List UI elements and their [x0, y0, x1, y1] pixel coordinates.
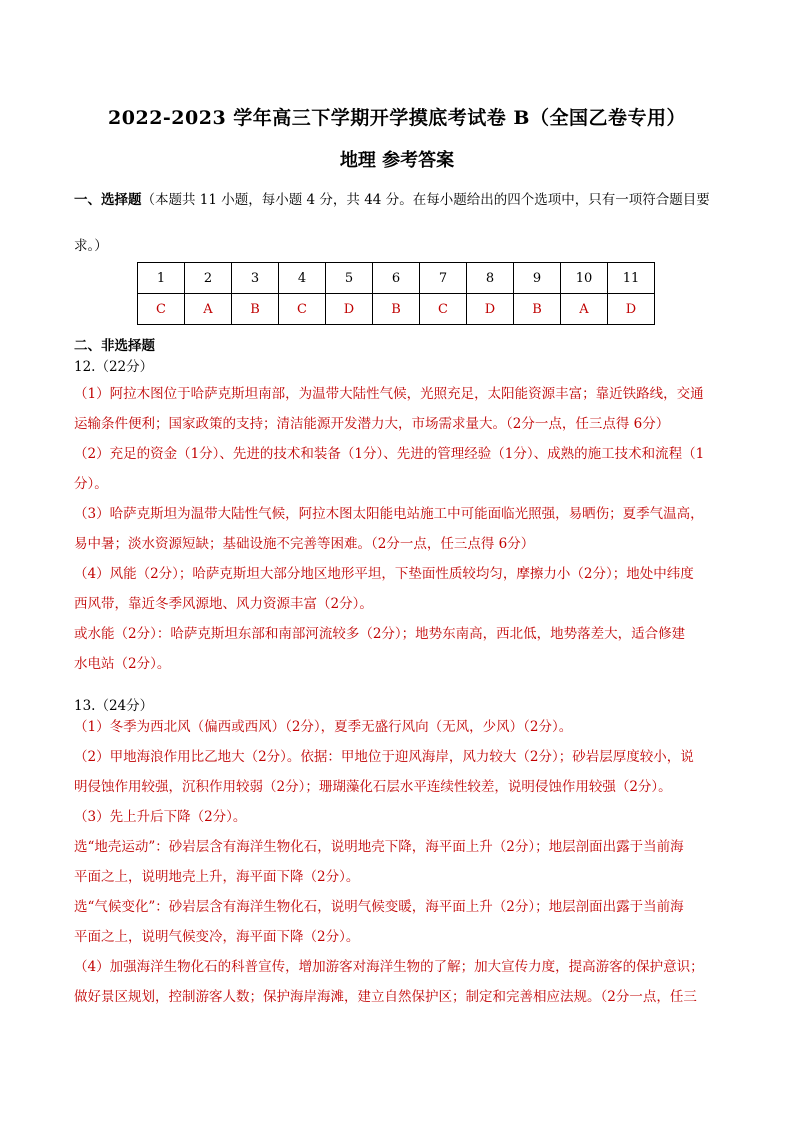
question-13-answer: [74, 712, 724, 1012]
table-cell: B: [514, 294, 561, 325]
section1-desc: （本题共 11 小题，每小题 4 分，共 44 分。在每小题给出的四个选项中，只有一项符合题目要: [141, 192, 710, 208]
answer-line: （2）甲地海浪作用比乙地大（2分）。依据：甲地位于迎风海岸，风力较大（2分）；砂岩层厚度较小，说: [74, 749, 694, 765]
section1-intro: [74, 190, 734, 210]
table-cell: D: [608, 294, 655, 325]
answer-line: （3）哈萨克斯坦为温带大陆性气候，阿拉木图太阳能电站施工中可能面临光照强，易晒伤；夏季气温高，: [74, 506, 704, 522]
table-cell: 4: [279, 263, 326, 294]
page-subtitle: 地理 参考答案: [339, 150, 455, 171]
table-cell: D: [467, 294, 514, 325]
table-cell: 11: [608, 263, 655, 294]
answer-line: （1）冬季为西北风（偏西或西风）（2分），夏季无盛行风向（无风，少风）（2分）。: [74, 719, 573, 735]
answer-line: 平面之上，说明气候变冷，海平面下降（2分）。: [74, 929, 360, 945]
table-cell: 5: [326, 263, 373, 294]
table-cell: C: [279, 294, 326, 325]
table-cell: 8: [467, 263, 514, 294]
answer-line: 分）。: [74, 476, 108, 492]
answer-line: 明侵蚀作用较强，沉积作用较弱（2分）；珊瑚藻化石层水平连续性较差，说明侵蚀作用较强（2分）。: [74, 779, 672, 795]
table-cell: C: [420, 294, 467, 325]
table-cell: 6: [373, 263, 420, 294]
question-12-answer: [74, 379, 724, 679]
table-cell: A: [561, 294, 608, 325]
page-title: 2022-2023 学年高三下学期开学摸底考试卷 B（全国乙卷专用）: [108, 107, 686, 129]
answer-line: （3）先上升后下降（2分）。: [74, 809, 247, 825]
table-cell: B: [373, 294, 420, 325]
section1-desc-cont: 求。）: [74, 238, 108, 254]
section2-heading: 二、非选择题: [74, 338, 155, 354]
table-cell: C: [138, 294, 185, 325]
table-cell: D: [326, 294, 373, 325]
table-cell: B: [232, 294, 279, 325]
table-cell: 1: [138, 263, 185, 294]
table-cell: 7: [420, 263, 467, 294]
answer-line: （1）阿拉木图位于哈萨克斯坦南部，为温带大陆性气候，光照充足，太阳能资源丰富；靠近铁路线，交通: [74, 386, 704, 402]
answer-line: （4）加强海洋生物化石的科普宣传，增加游客对海洋生物的了解；加大宣传力度，提高游客的保护意识；: [74, 959, 704, 975]
question-12-header: 12.（22分）: [74, 359, 154, 375]
section1-heading: 一、选择题: [74, 192, 142, 208]
answer-line: （2）充足的资金（1分）、先进的技术和装备（1分）、先进的管理经验（1分）、成熟的施工技术和流程（1: [74, 446, 705, 462]
answer-line: 西风带，靠近冬季风源地、风力资源丰富（2分）。: [74, 596, 373, 612]
answer-line: 水电站（2分）。: [74, 656, 171, 672]
answer-line: 或水能（2分）：哈萨克斯坦东部和南部河流较多（2分）；地势东南高，西北低，地势落差大，适合修建: [74, 626, 686, 642]
answer-table-number-row: [138, 263, 655, 294]
answer-line: 选“地壳运动”：砂岩层含有海洋生物化石，说明地壳下降，海平面上升（2分）；地层剖面出露于当前海: [74, 839, 684, 855]
table-cell: 2: [185, 263, 232, 294]
answer-line: 做好景区规划，控制游客人数；保护海岸海滩，建立自然保护区；制定和完善相应法规。（2分一点，任三: [74, 989, 697, 1005]
table-cell: 9: [514, 263, 561, 294]
table-cell: 10: [561, 263, 608, 294]
answer-line: 平面之上，说明地壳上升，海平面下降（2分）。: [74, 869, 360, 885]
answer-line: 选“气候变化”：砂岩层含有海洋生物化石，说明气候变暖，海平面上升（2分）；地层剖面出露于当前海: [74, 899, 684, 915]
answer-table: [137, 262, 655, 325]
table-cell: A: [185, 294, 232, 325]
table-cell: 3: [232, 263, 279, 294]
question-13-header: 13.（24分）: [74, 698, 154, 714]
answer-line: （4）风能（2分）；哈萨克斯坦大部分地区地形平坦，下垫面性质较均匀，摩擦力小（2分）；地处中纬度: [74, 566, 694, 582]
answer-line: 运输条件便利；国家政策的支持；清洁能源开发潜力大，市场需求量大。（2分一点，任三点得 6分）: [74, 416, 670, 432]
answer-line: 易中暑；淡水资源短缺；基础设施不完善等困难。（2分一点，任三点得 6分）: [74, 536, 535, 552]
answer-table-answer-row: [138, 294, 655, 325]
